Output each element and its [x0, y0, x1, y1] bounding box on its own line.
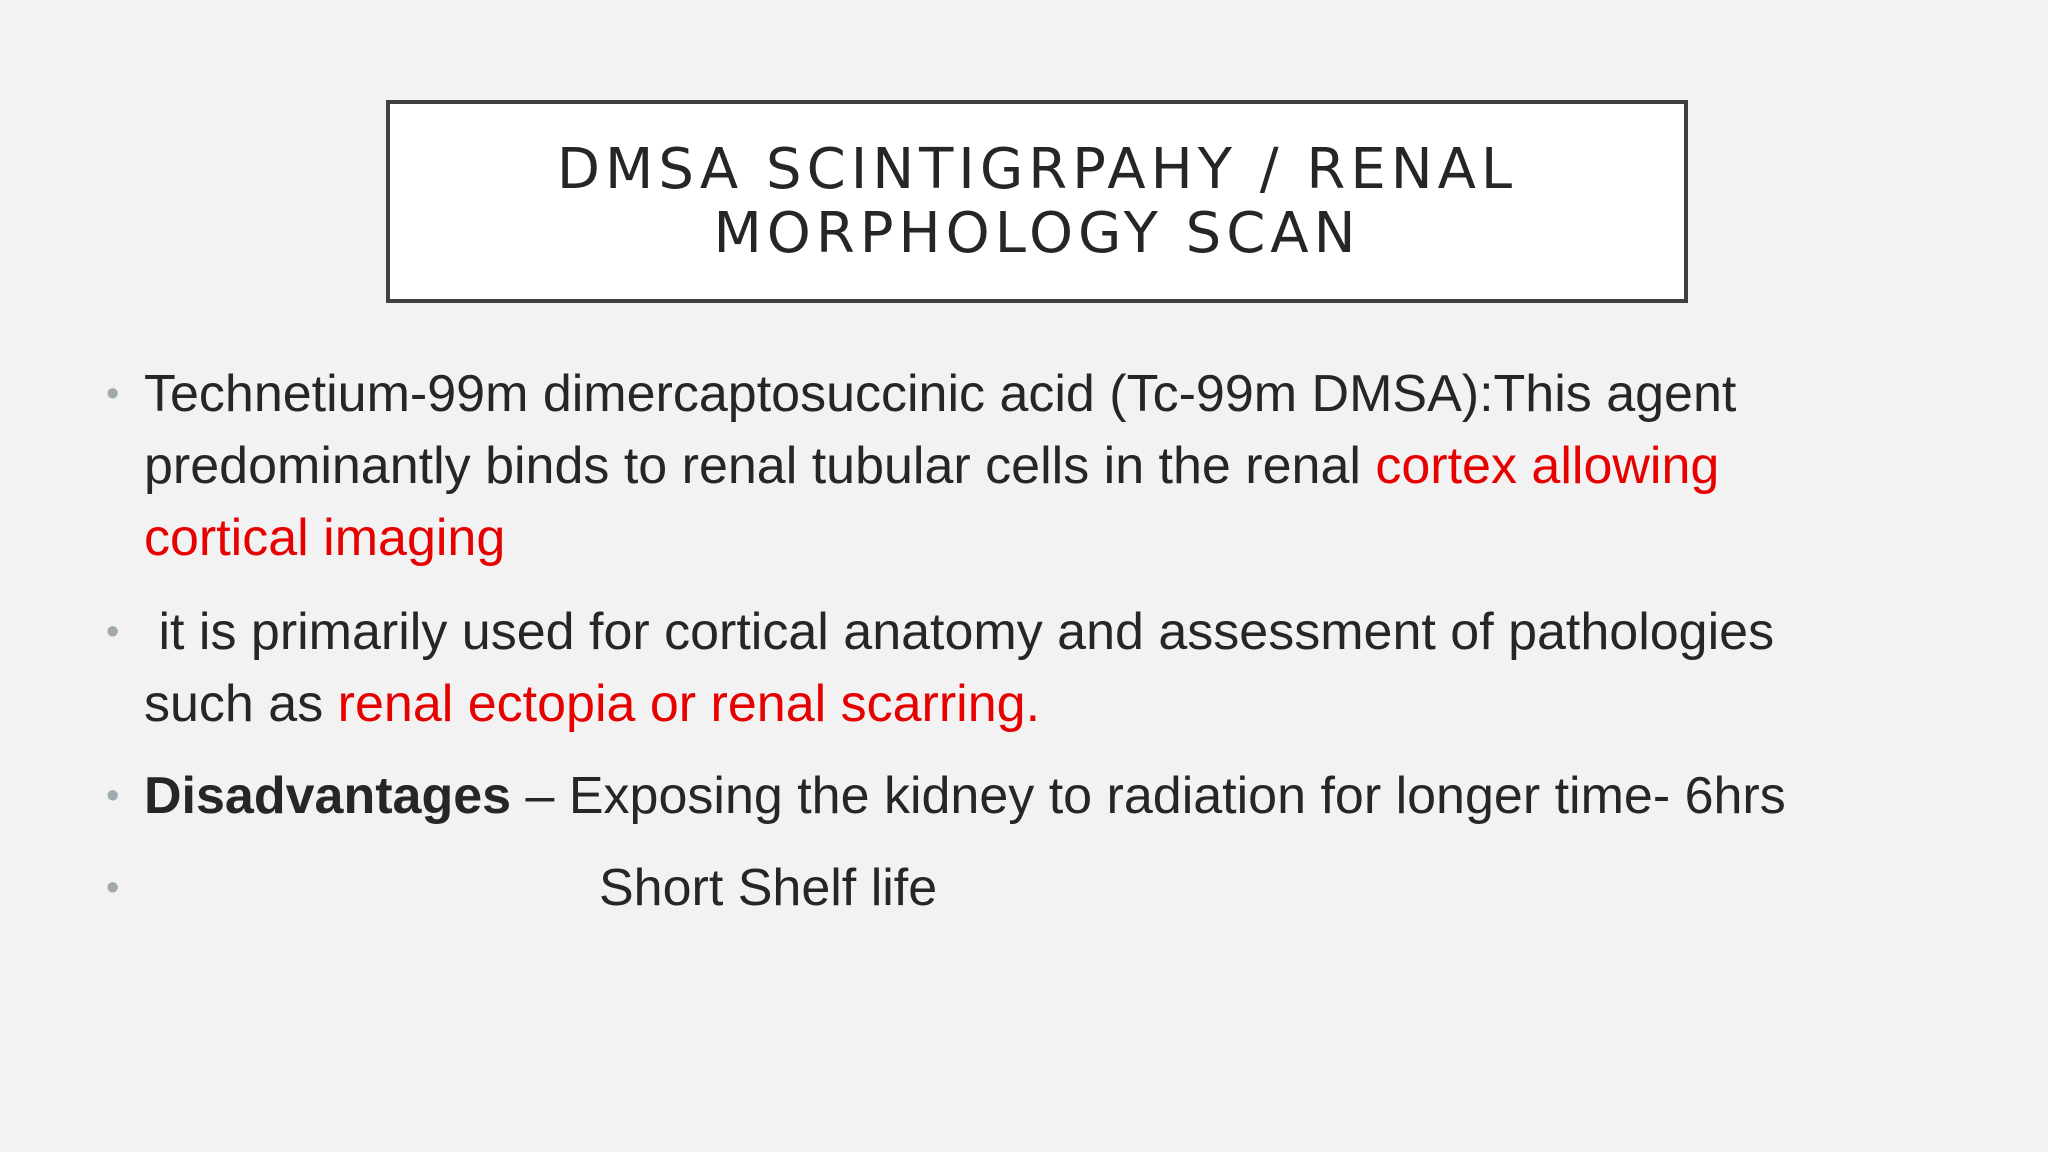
- bullet-3-line-1: [144, 760, 1980, 832]
- bullet-1-line-2-text: predominantly binds to renal tubular cells in the renal: [144, 437, 1376, 495]
- bullet-4-line-1: [144, 852, 1980, 924]
- bullet-list: [100, 358, 1980, 924]
- bullet-1-line-1: Technetium-99m dimercaptosuccinic acid (Tc-99m DMSA):This agent: [144, 365, 1737, 423]
- bullet-2-line-1: it is primarily used for cortical anatomy and assessment of pathologies: [144, 603, 1775, 661]
- bullet-2-highlight: renal ectopia or renal scarring.: [337, 675, 1041, 733]
- bullet-1-line-2: [144, 430, 1980, 502]
- bullet-dot-icon: •: [106, 611, 120, 653]
- bullet-2-line-2: [144, 668, 1980, 740]
- bullet-item: [100, 596, 1980, 740]
- bullet-2-line-2-text: such as: [144, 675, 338, 733]
- bullet-dot-icon: •: [106, 775, 120, 817]
- title-line-1: DMSA SCINTIGRPAHY / RENAL: [556, 136, 1518, 202]
- bullet-1-highlight: cortex allowing: [1375, 437, 1720, 495]
- bullet-item: [100, 358, 1980, 574]
- disadvantages-label: Disadvantages: [144, 767, 512, 825]
- disadvantages-text: – Exposing the kidney to radiation for longer time- 6hrs: [511, 767, 1786, 825]
- short-shelf-life-text: Short Shelf life: [599, 859, 938, 917]
- bullet-item: [100, 760, 1980, 832]
- title-line-2: MORPHOLOGY SCAN: [713, 200, 1361, 266]
- bullet-dot-icon: •: [106, 867, 120, 909]
- bullet-item: [100, 852, 1980, 924]
- title-box: [386, 100, 1688, 303]
- bullet-dot-icon: •: [106, 373, 120, 415]
- bullet-1-line-3-highlight: cortical imaging: [144, 509, 506, 567]
